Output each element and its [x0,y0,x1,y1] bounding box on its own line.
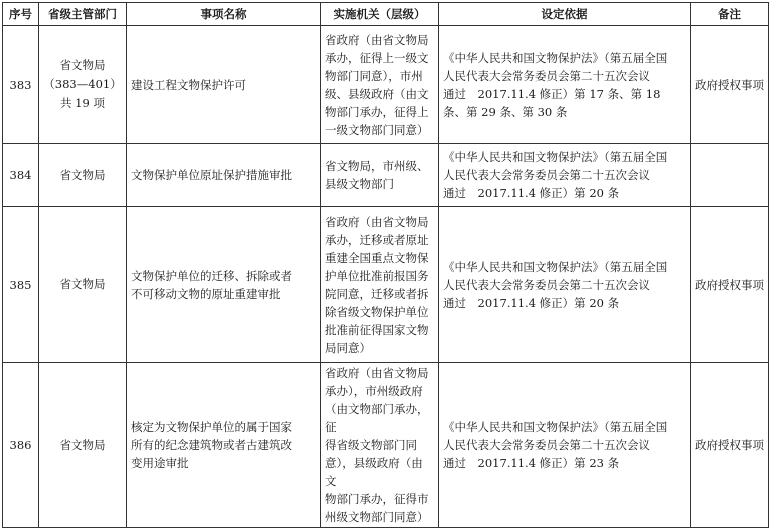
header-basis: 设定依据 [439,3,691,26]
row-name: 建设工程文物保护许可 [127,26,321,144]
row-basis: 《中华人民共和国文物保护法》（第五届全国 人民代表大会常务委员会第二十五次会议 通过 2017.11.4 修正）第 23 条 [439,363,691,528]
row-name: 文物保护单位原址保护措施审批 [127,144,321,206]
row-name: 核定为文物保护单位的属于国家 所有的纪念建筑物或者古建筑改 变用途审批 [127,363,321,528]
table-row [3,144,769,206]
row-seq: 385 [3,206,39,363]
row-basis: 《中华人民共和国文物保护法》（第五届全国 人民代表大会常务委员会第二十五次会议 通过 2017.11.4 修正）第 20 条 [439,206,691,363]
header-note: 备注 [691,3,769,26]
row-basis: 《中华人民共和国文物保护法》（第五届全国 人民代表大会常务委员会第二十五次会议 通过 2017.11.4 修正）第 17 条、第 18 条、第 29 条、第 30 条 [439,26,691,144]
row-dept: 省文物局 （383—401） 共 19 项 [39,26,127,144]
row-dept: 省文物局 [39,363,127,528]
table-row [3,363,769,528]
table-row [3,206,769,363]
row-seq: 383 [3,26,39,144]
row-name: 文物保护单位的迁移、拆除或者 不可移动文物的原址重建审批 [127,206,321,363]
table-row [3,26,769,144]
row-note: 政府授权事项 [691,26,769,144]
row-basis: 《中华人民共和国文物保护法》（第五届全国 人民代表大会常务委员会第二十五次会议 通过 2017.11.4 修正）第 20 条 [439,144,691,206]
header-seq: 序号 [3,3,39,26]
row-agency: 省政府（由省文物局 承办，迁移或者原址 重建全国重点文物保 护单位批准前报国务 院同意，迁移或者拆 除省级文物保护单位 批准前征得国家文物 局同意） [321,206,439,363]
row-dept: 省文物局 [39,206,127,363]
row-note: 政府授权事项 [691,363,769,528]
header-dept: 省级主管部门 [39,3,127,26]
header-row [3,3,769,26]
row-seq: 386 [3,363,39,528]
row-dept: 省文物局 [39,144,127,206]
row-note: 政府授权事项 [691,206,769,363]
header-name: 事项名称 [127,3,321,26]
row-seq: 384 [3,144,39,206]
row-note [691,144,769,206]
row-agency: 省政府（由省文物局 承办，征得上一级文 物部门同意），市州 级、县级政府（由文 物部门承办，征得上 一级文物部门同意） [321,26,439,144]
row-agency: 省政府（由省文物局 承办），市州级政府 （由文物部门承办，征 得省级文物部门同 意），县级政府（由文 物部门承办，征得市 州级文物部门同意） [321,363,439,528]
approval-items-table [2,2,769,528]
header-agency: 实施机关（层级） [321,3,439,26]
row-agency: 省文物局，市州级、 县级文物部门 [321,144,439,206]
